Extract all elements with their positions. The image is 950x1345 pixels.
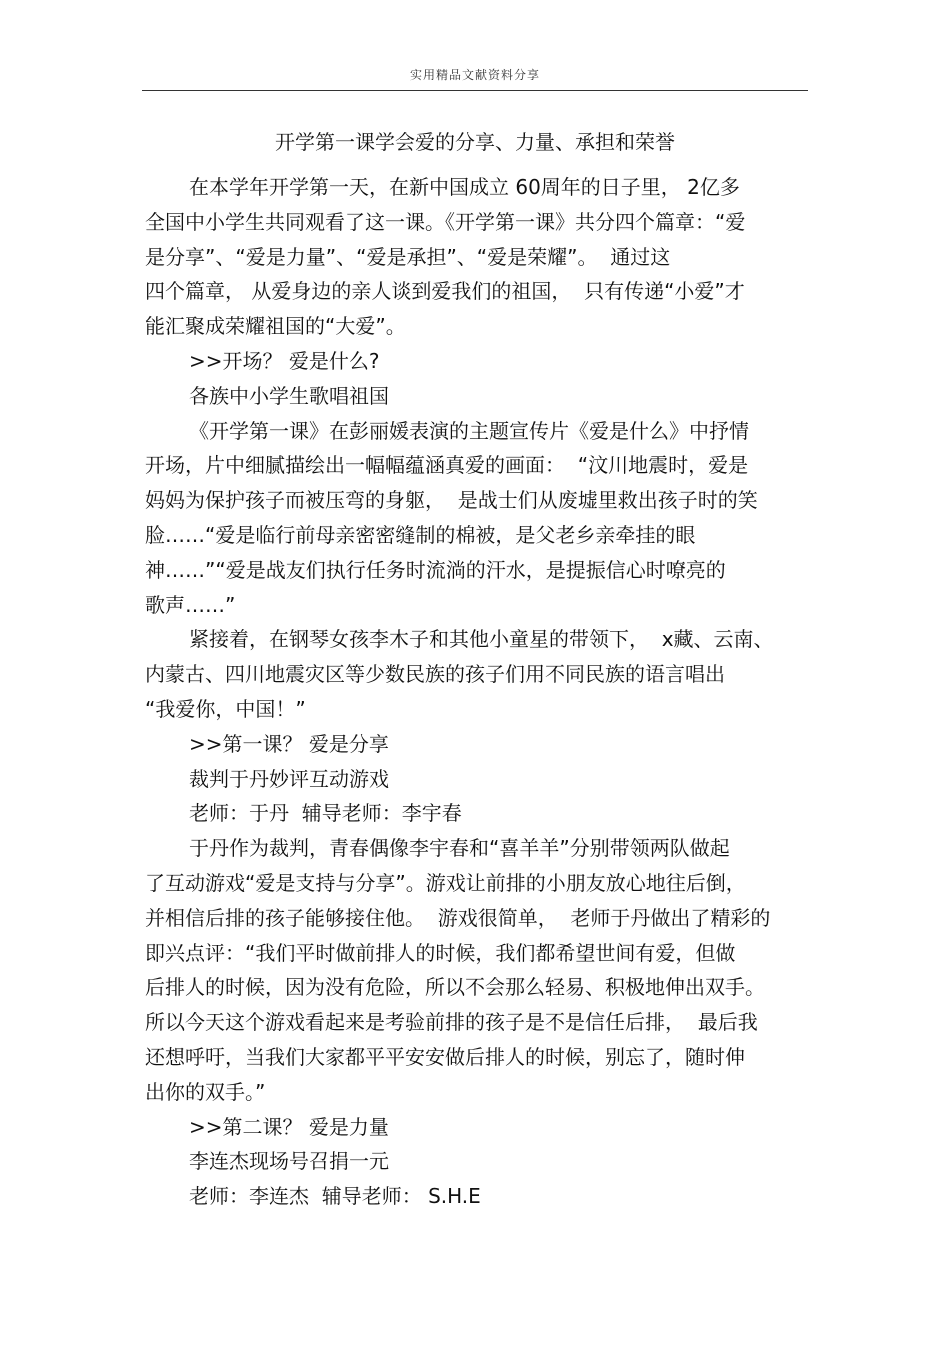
text-line: 还想呼吁，当我们大家都平平安安做后排人的时候，别忘了，随时伸 (145, 1044, 745, 1069)
header-divider (142, 90, 808, 91)
text-line: 神……”“爱是战友们执行任务时流淌的汗水，是提振信心时嘹亮的 (145, 557, 726, 582)
text-line: 全国中小学生共同观看了这一课。《开学第一课》共分四个篇章：“爱 (145, 209, 746, 234)
text-line: 了互动游戏“爱是支持与分享”。游戏让前排的小朋友放心地往后倒， (145, 870, 746, 895)
teacher-line: 老师：于丹 辅导老师：李宇春 (189, 801, 462, 826)
text-line: 四个篇章， 从爱身边的亲人谈到爱我们的祖国， 只有传递“小爱”才 (145, 279, 745, 304)
subheading: 裁判于丹妙评互动游戏 (189, 766, 389, 791)
section-heading: >>第二课？ 爱是力量 (189, 1114, 389, 1139)
subheading: 各族中小学生歌唱祖国 (189, 383, 389, 408)
teacher-line: 老师：李连杰 辅导老师： S.H.E (189, 1184, 481, 1209)
text-line: 歌声……” (145, 592, 236, 617)
text-line: 内蒙古、四川地震灾区等少数民族的孩子们用不同民族的语言唱出 (145, 662, 725, 687)
section-heading: >>第一课？ 爱是分享 (189, 731, 389, 756)
text-line: 能汇聚成荣耀祖国的“大爱”。 (145, 314, 406, 339)
document-body (145, 170, 810, 1214)
text-line: 是分享”、“爱是力量”、“爱是承担”、“爱是荣耀”。 通过这 (145, 244, 671, 269)
text-line: 即兴点评：“我们平时做前排人的时候，我们都希望世间有爱，但做 (145, 940, 736, 965)
text-line: 紧接着，在钢琴女孩李木子和其他小童星的带领下， x藏、云南、 (189, 627, 774, 652)
subheading: 李连杰现场号召捐一元 (189, 1149, 389, 1174)
text-line: 所以今天这个游戏看起来是考验前排的孩子是不是信任后排， 最后我 (145, 1010, 758, 1035)
header-text: 实用精品文献资料分享 (409, 68, 540, 82)
text-line: 出你的双手。” (145, 1079, 266, 1104)
document-title: 开学第一课学会爱的分享、力量、承担和荣誉 (275, 130, 675, 154)
text-line: 于丹作为裁判，青春偶像李宇春和“喜羊羊”分别带领两队做起 (189, 836, 730, 861)
text-line: 在本学年开学第一天，在新中国成立 60周年的日子里， 2亿多 (189, 175, 740, 199)
text-line: “我爱你，中国！” (145, 696, 306, 721)
text-line: 脸……“爱是临行前母亲密密缝制的棉被，是父老乡亲牵挂的眼 (145, 522, 696, 547)
text-line: 开场，片中细腻描绘出一幅幅蕴涵真爱的画面： “汶川地震时，爱是 (145, 453, 749, 478)
text-line: 并相信后排的孩子能够接住他。 游戏很简单， 老师于丹做出了精彩的 (145, 905, 771, 930)
text-line: 《开学第一课》在彭丽媛表演的主题宣传片《爱是什么》中抒情 (189, 418, 749, 443)
section-heading: >>开场？ 爱是什么? (189, 348, 380, 373)
text-line: 妈妈为保护孩子而被压弯的身躯， 是战士们从废墟里救出孩子时的笑 (145, 488, 758, 513)
text-line: 后排人的时候，因为没有危险，所以不会那么轻易、积极地伸出双手。 (145, 975, 765, 1000)
